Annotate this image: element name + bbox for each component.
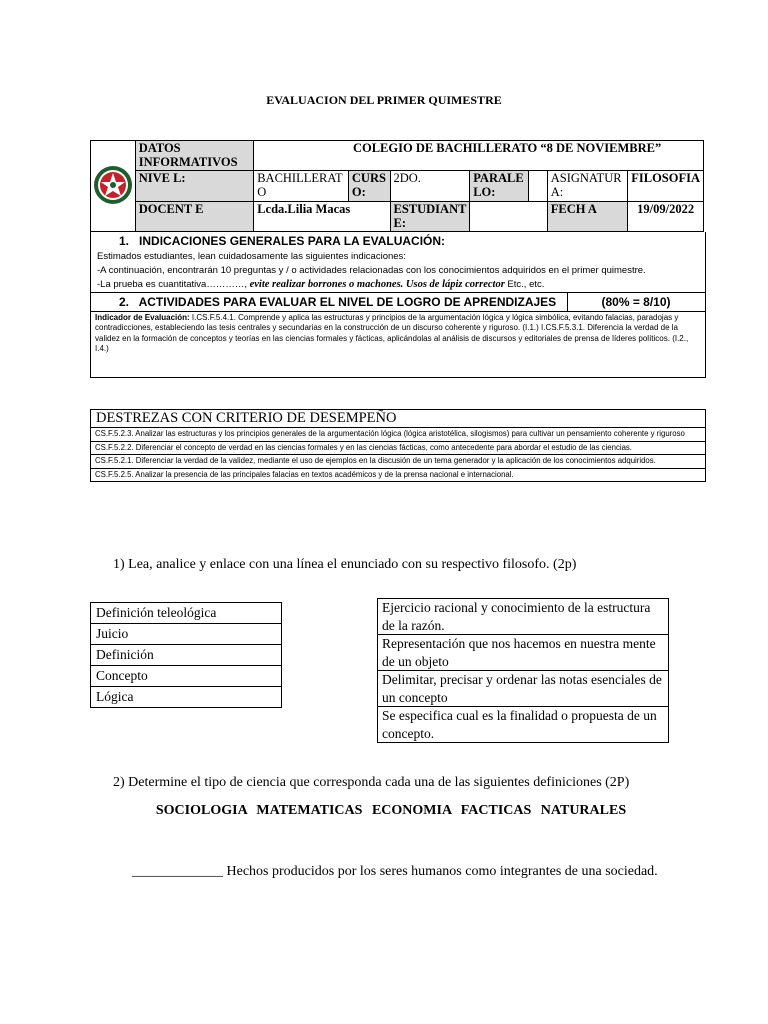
definition-item[interactable]: Se especifica cual es la finalidad o propuesta de un concepto. <box>378 707 669 743</box>
question-1: 1) Lea, analice y enlace con una línea el enunciado con su respectivo filosofo. (2p) <box>113 557 577 572</box>
datos-informativos-label: DATOS INFORMATIVOS <box>135 141 253 171</box>
indicacion-line: -A continuación, encontrarán 10 preguntas y / o actividades relacionadas con los conocimientos adquiridos en el primer quimestre. <box>97 264 646 276</box>
section-number: 2. <box>119 294 130 309</box>
fecha-value: 19/09/2022 <box>628 202 704 232</box>
term-item[interactable]: Lógica <box>91 687 282 708</box>
fecha-label: FECH A <box>547 202 628 232</box>
definition-item[interactable]: Delimitar, precisar y ordenar las notas esenciales de un concepto <box>378 671 669 707</box>
term-item[interactable]: Definición teleológica <box>91 603 282 624</box>
school-logo <box>91 141 136 232</box>
indicaciones-heading <box>91 232 705 250</box>
science-categories: SOCIOLOGIA MATEMATICAS ECONOMIA FACTICAS NATURALES <box>155 803 627 818</box>
indicaciones-text <box>91 250 705 292</box>
indicacion-line: -La prueba es cuantitativa…………, evite realizar borrones o machones. Usos de lápiz corrector Etc., etc. <box>97 279 545 290</box>
asignatura-value: FILOSOFIA <box>628 171 704 202</box>
page-title: EVALUACION DEL PRIMER QUIMESTRE <box>266 93 502 107</box>
nivel-label: NIVE L: <box>135 171 253 202</box>
docente-label: DOCENT E <box>135 202 253 232</box>
destreza-item: CS.F.5.2.1. Diferenciar la verdad de la validez, mediante el uso de ejemplos en la discusión de un tema generador y la aplicación de los conocimientos adquiridos. <box>91 455 706 469</box>
destrezas-table <box>90 409 706 482</box>
actividades-heading-row <box>91 292 705 311</box>
term-item[interactable]: Concepto <box>91 666 282 687</box>
indicacion-line: Estimados estudiantes, lean cuidadosamente las siguientes indicaciones: <box>97 251 406 262</box>
school-seal-icon <box>92 164 134 206</box>
destrezas-heading: DESTREZAS CON CRITERIO DE DESEMPEÑO <box>91 410 706 428</box>
curso-label: CURS O: <box>348 171 390 202</box>
score-label: (80% = 8/10) <box>601 294 671 309</box>
definition-item[interactable]: Representación que nos hacemos en nuestra mente de un objeto <box>378 635 669 671</box>
term-item[interactable]: Definición <box>91 645 282 666</box>
destreza-item: CS.F.5.2.2. Diferenciar el concepto de verdad en las ciencias formales y en las ciencias fácticas, como antecedente para abordar el estudio de las ciencias. <box>91 441 706 455</box>
estudiante-label: ESTUDIANT E: <box>390 202 470 232</box>
curso-value: 2DO. <box>390 171 470 202</box>
indicador-evaluacion: Indicador de Evaluación: I.CS.F.5.4.1. Comprende y aplica las estructuras y principios de la argumentación lógica y lógica simbólica, evitando falacias, paradojas y contradicciones, estableciendo las tesis centrales y secundarias en la construcción de un discurso coherente y riguroso. (I.1.) I.CS.F.5.3.1. Diferencia la verdad de la validez en la formación de conceptos y teorías en las ciencias formales y fácticas, aplicándolas al análisis de discursos y editoriales de prensa de líderes políticos. (I.2., I.4.) <box>91 311 705 356</box>
section-number: 1. <box>119 234 130 248</box>
indicaciones-box <box>90 232 706 378</box>
section-heading: ACTIVIDADES PARA EVALUAR EL NIVEL DE LOGRO DE APRENDIZAJES <box>138 294 557 309</box>
section-heading: INDICACIONES GENERALES PARA LA EVALUACIÓN: <box>139 234 446 248</box>
school-name: COLEGIO DE BACHILLERATO “8 DE NOVIEMBRE” <box>254 141 704 171</box>
docente-value: Lcda.Lilia Macas <box>254 202 390 232</box>
terms-list <box>90 602 282 708</box>
question-2: 2) Determine el tipo de ciencia que corresponda cada una de las siguientes definiciones (2P) <box>113 775 630 790</box>
asignatura-label: ASIGNATUR A: <box>547 171 628 202</box>
nivel-value: BACHILLERAT O <box>254 171 349 202</box>
term-item[interactable]: Juicio <box>91 624 282 645</box>
paralelo-label: PARALE LO: <box>470 171 529 202</box>
info-table <box>90 140 704 232</box>
fill-in-item[interactable]: _____________ Hechos producidos por los seres humanos como integrantes de una sociedad. <box>132 864 658 879</box>
estudiante-field[interactable] <box>470 202 548 232</box>
destreza-item: CS.F.5.2.5. Analizar la presencia de las principales falacias en textos académicos y de la prensa nacional e internacional. <box>91 468 706 482</box>
destreza-item: CS.F.5.2.3. Analizar las estructuras y los principios generales de la argumentación lógica (lógica aristotélica, silogismos) para cultivar un pensamiento coherente y riguroso <box>91 428 706 442</box>
definitions-list <box>377 598 669 743</box>
paralelo-field[interactable] <box>529 171 547 202</box>
definition-item[interactable]: Ejercicio racional y conocimiento de la estructura de la razón. <box>378 599 669 635</box>
